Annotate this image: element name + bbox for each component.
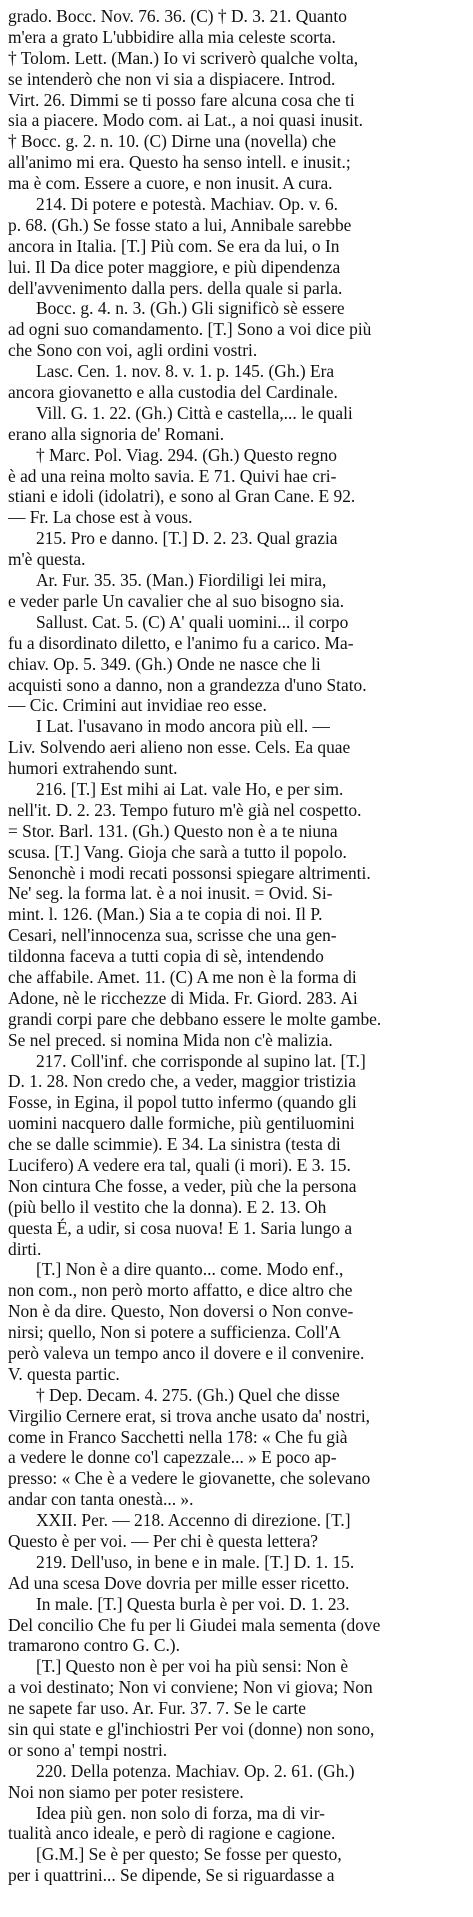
text-line: Fosse, in Egina, il popol tutto infermo (quando gli: [8, 1092, 357, 1113]
text-line: erano alla signoria de' Romani.: [8, 423, 225, 444]
text-line: 217. Coll'inf. che corrisponde al supino lat. [T.]: [36, 1050, 366, 1071]
text-line: † Tolom. Lett. (Man.) Io vi scriverò qualche volta,: [8, 47, 359, 68]
text-line: Virt. 26. Dimmi se ti posso fare alcuna cosa che ti: [8, 89, 355, 110]
text-line: grado. Bocc. Nov. 76. 36. (C) † D. 3. 21. Quanto: [8, 6, 347, 26]
text-line: a vedere le donne co'l capezzale... » E poco ap-: [8, 1447, 337, 1468]
text-line: che Sono con voi, agli ordini vostri.: [8, 340, 258, 361]
text-line: sin qui state e gl'inchiostri Per voi (donne) non sono,: [8, 1719, 375, 1740]
text-line: D. 1. 28. Non credo che, a veder, maggior tristizia: [8, 1071, 356, 1092]
text-line: uomini nacquero dalle formiche, più gentiluomini: [8, 1113, 355, 1134]
text-line: Ad una scesa Dove dovria per mille esser ricetto.: [8, 1572, 350, 1593]
text-line: come in Franco Sacchetti nella 178: « Che fu già: [8, 1426, 348, 1447]
text-line: Noi non siamo per poter resistere.: [8, 1781, 244, 1802]
text-line: che se dalle scimmie). E 34. La sinistra (testa di: [8, 1134, 341, 1155]
text-line: Ar. Fur. 35. 35. (Man.) Fiordiligi lei mira,: [36, 570, 327, 591]
text-line: Non è da dire. Questo, Non doversi o Non conve-: [8, 1301, 354, 1322]
text-line: [T.] Non è a dire quanto... come. Modo enf.,: [36, 1259, 344, 1280]
text-line: Ne' seg. la forma lat. è a noi inusit. = Ovid. Si-: [8, 883, 333, 904]
text-line: Se nel preced. si nomina Mida non c'è malizia.: [8, 1029, 333, 1050]
text-line: I Lat. l'usavano in modo ancora più ell. —: [36, 716, 330, 737]
text-line: — Fr. La chose est à vous.: [8, 507, 193, 528]
text-line: presso: « Che è a vedere le giovanette, che solevano: [8, 1468, 371, 1489]
text-line: Sallust. Cat. 5. (C) A' quali uomini... il corpo: [36, 611, 349, 632]
text-line: p. 68. (Gh.) Se fosse stato a lui, Annibale sarebbe: [8, 214, 352, 235]
text-line: Senonchè i modi recati possonsi spiegare altrimenti.: [8, 862, 371, 883]
text-line: tildonna faceva a tutti copia di sè, intendendo: [8, 946, 324, 967]
text-line: † Marc. Pol. Viag. 294. (Gh.) Questo regno: [36, 444, 337, 465]
text-line: ma è com. Essere a cuore, e non inusit. A cura.: [8, 173, 333, 194]
text-line: Vill. G. 1. 22. (Gh.) Città e castella,... le quali: [36, 402, 353, 423]
text-line: Adone, nè le ricchezze di Mida. Fr. Giord. 283. Ai: [8, 987, 358, 1008]
text-line: In male. [T.] Questa burla è per voi. D. 1. 23.: [36, 1593, 350, 1614]
text-line: che affabile. Amet. 11. (C) A me non è la forma di: [8, 966, 357, 987]
text-line: all'animo mi era. Questo ha senso intell. e inusit.;: [8, 152, 351, 173]
text-line: lui. Il Da dice poter maggiore, e più dipendenza: [8, 256, 341, 277]
text-line: † Bocc. g. 2. n. 10. (C) Dirne una (novella) che: [8, 131, 336, 152]
text-line: Lasc. Cen. 1. nov. 8. v. 1. p. 145. (Gh.) Era: [36, 361, 335, 382]
text-line: stiani e idoli (idolatri), e sono al Gran Cane. E 92.: [8, 486, 356, 507]
text-line: dell'avvenimento dalla pers. della quale si parla.: [8, 277, 343, 298]
text-line: Bocc. g. 4. n. 3. (Gh.) Gli significò sè essere: [36, 298, 345, 319]
text-line: [G.M.] Se è per questo; Se fosse per questo,: [36, 1844, 342, 1865]
text-line: ancora in Italia. [T.] Più com. Se era da lui, o In: [8, 235, 340, 256]
text-line: 216. [T.] Est mihi ai Lat. vale Ho, e per sim.: [36, 778, 344, 799]
text-line: Lucifero) A vedere era tal, quali (i mori). E 3. 15.: [8, 1154, 351, 1175]
text-line: ne sapete far uso. Ar. Fur. 37. 7. Se le carte: [8, 1698, 306, 1719]
text-line: Idea più gen. non solo di forza, ma di vir-: [36, 1802, 325, 1823]
text-line: humori extrahendo sunt.: [8, 758, 178, 779]
text-line: [T.] Questo non è per voi ha più sensi: Non è: [36, 1656, 349, 1677]
text-line: 214. Di potere e potestà. Machiav. Op. v. 6.: [36, 194, 338, 215]
text-line: 220. Della potenza. Machiav. Op. 2. 61. (Gh.): [36, 1760, 355, 1781]
text-line: V. questa partic.: [8, 1363, 120, 1384]
text-line: ad ogni suo comandamento. [T.] Sono a voi dice più: [8, 319, 372, 340]
text-line: e veder parle Un cavalier che al suo bisogno sia.: [8, 590, 345, 611]
text-line: tualità anco ideale, e però di ragione e cagione.: [8, 1823, 336, 1844]
text-line: sia a piacere. Modo com. ai Lat., a noi quasi inusit.: [8, 110, 363, 131]
text-line: se intenderò che non vi sia a dispiacere. Introd.: [8, 68, 336, 89]
text-line: grandi corpi pare che debbano essere le molte gambe.: [8, 1008, 382, 1029]
text-line: Questo è per voi. — Per chi è questa lettera?: [8, 1531, 319, 1552]
text-line: fu a disordinato diletto, e l'animo fu a carico. Ma-: [8, 632, 354, 653]
text-line: mint. l. 126. (Man.) Sia a te copia di noi. Il P.: [8, 904, 323, 925]
text-line: — Cic. Crimini aut invidiae reo esse.: [8, 695, 267, 716]
text-line: questa É, a udir, si cosa nuova! E 1. Saria lungo a: [8, 1217, 353, 1238]
text-line: è ad una reina molto savia. E 71. Quivi hae cri-: [8, 465, 337, 486]
text-line: ancora giovanetto e alla custodia del Cardinale.: [8, 382, 338, 403]
text-line: dirti.: [8, 1238, 42, 1259]
text-line: 215. Pro e danno. [T.] D. 2. 23. Qual grazia: [36, 528, 338, 549]
text-line: † Dep. Decam. 4. 275. (Gh.) Quel che disse: [36, 1384, 340, 1405]
text-line: per i quattrini... Se dipende, Se si riguardasse a: [8, 1865, 335, 1886]
text-line: Liv. Solvendo aeri alieno non esse. Cels. Ea quae: [8, 737, 351, 758]
text-line: XXII. Per. — 218. Accenno di direzione. [T.]: [36, 1510, 351, 1531]
text-line: acquisti sono a danno, non a grandezza d'uno Stato.: [8, 674, 367, 695]
text-line: 219. Dell'uso, in bene e in male. [T.] D. 1. 15.: [36, 1551, 355, 1572]
text-line: (più bello il vestito che la donna). E 2. 13. Oh: [8, 1196, 327, 1217]
text-line: nirsi; quello, Non si potere a sufficienza. Coll'A: [8, 1322, 341, 1343]
text-line: Cesari, nell'innocenza sua, scrisse che una gen-: [8, 925, 337, 946]
text-line: scusa. [T.] Vang. Gioja che sarà a tutto il popolo.: [8, 841, 347, 862]
text-line: m'era a grato L'ubbidire alla mia celeste scorta.: [8, 26, 336, 47]
text-line: Non cintura Che fosse, a veder, più che la persona: [8, 1175, 357, 1196]
text-line: m'è questa.: [8, 549, 86, 570]
text-line: Del concilio Che fu per li Giudei mala sementa (dove: [8, 1614, 381, 1635]
text-line: tramarono contro G. C.).: [8, 1635, 180, 1656]
text-line: Virgilio Cernere erat, si trova anche usato da' nostri,: [8, 1405, 371, 1426]
text-line: or sono a' tempi nostri.: [8, 1739, 168, 1760]
text-line: non com., non però morto affatto, e dice altro che: [8, 1280, 353, 1301]
text-line: nell'it. D. 2. 23. Tempo futuro m'è già nel cospetto.: [8, 799, 362, 820]
text-line: a voi destinato; Non vi conviene; Non vi giova; Non: [8, 1677, 373, 1698]
text-line: = Stor. Barl. 131. (Gh.) Questo non è a te niuna: [8, 820, 338, 841]
text-line: però valeva un tempo anco il dovere e il convenire.: [8, 1343, 365, 1363]
text-line: chiav. Op. 5. 349. (Gh.) Onde ne nasce che li: [8, 653, 321, 674]
text-line: andar con tanta onestà... ».: [8, 1489, 194, 1510]
